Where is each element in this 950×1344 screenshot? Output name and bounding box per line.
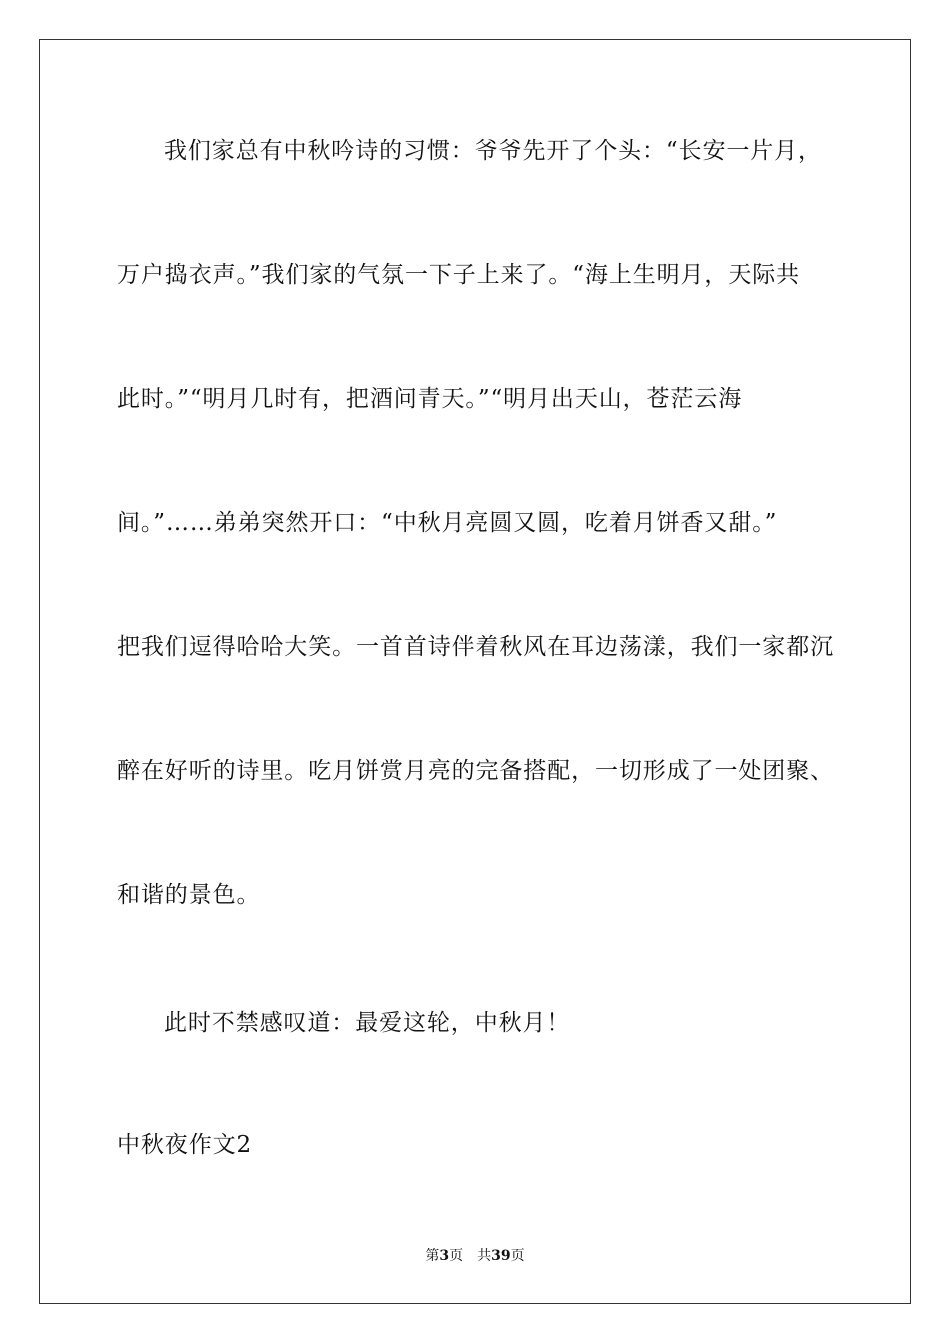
paragraph-line: 和谐的景色。: [117, 882, 261, 908]
paragraph-line: 醉在好听的诗里。吃月饼赏月亮的完备搭配，一切形成了一处团聚、: [117, 758, 834, 784]
page-prefix: 第: [425, 1248, 440, 1264]
page-footer: [0, 1246, 950, 1266]
page-suffix: 页: [449, 1248, 464, 1264]
paragraph-line: 我们家总有中秋吟诗的习惯：爷爷先开了个头：“长安一片月，: [164, 138, 822, 164]
page-number: 3: [439, 1248, 450, 1264]
paragraph-line: 把我们逗得哈哈大笑。一首首诗伴着秋风在耳边荡漾，我们一家都沉: [117, 634, 834, 660]
total-prefix: 共: [477, 1248, 492, 1264]
paragraph-line: 此时。”“明月几时有，把酒问青天。”“明月出天山，苍茫云海: [117, 386, 743, 412]
page-border: [39, 39, 911, 1304]
paragraph-line: 此时不禁感叹道：最爱这轮，中秋月！: [164, 1010, 571, 1036]
paragraph-line: 万户捣衣声。”我们家的气氛一下子上来了。“海上生明月，天际共: [117, 262, 801, 288]
section-title: 中秋夜作文2: [117, 1132, 253, 1158]
total-pages: 39: [491, 1248, 511, 1264]
paragraph-line: 间。”……弟弟突然开口：“中秋月亮圆又圆，吃着月饼香又甜。”: [117, 510, 778, 536]
total-suffix: 页: [510, 1248, 525, 1264]
